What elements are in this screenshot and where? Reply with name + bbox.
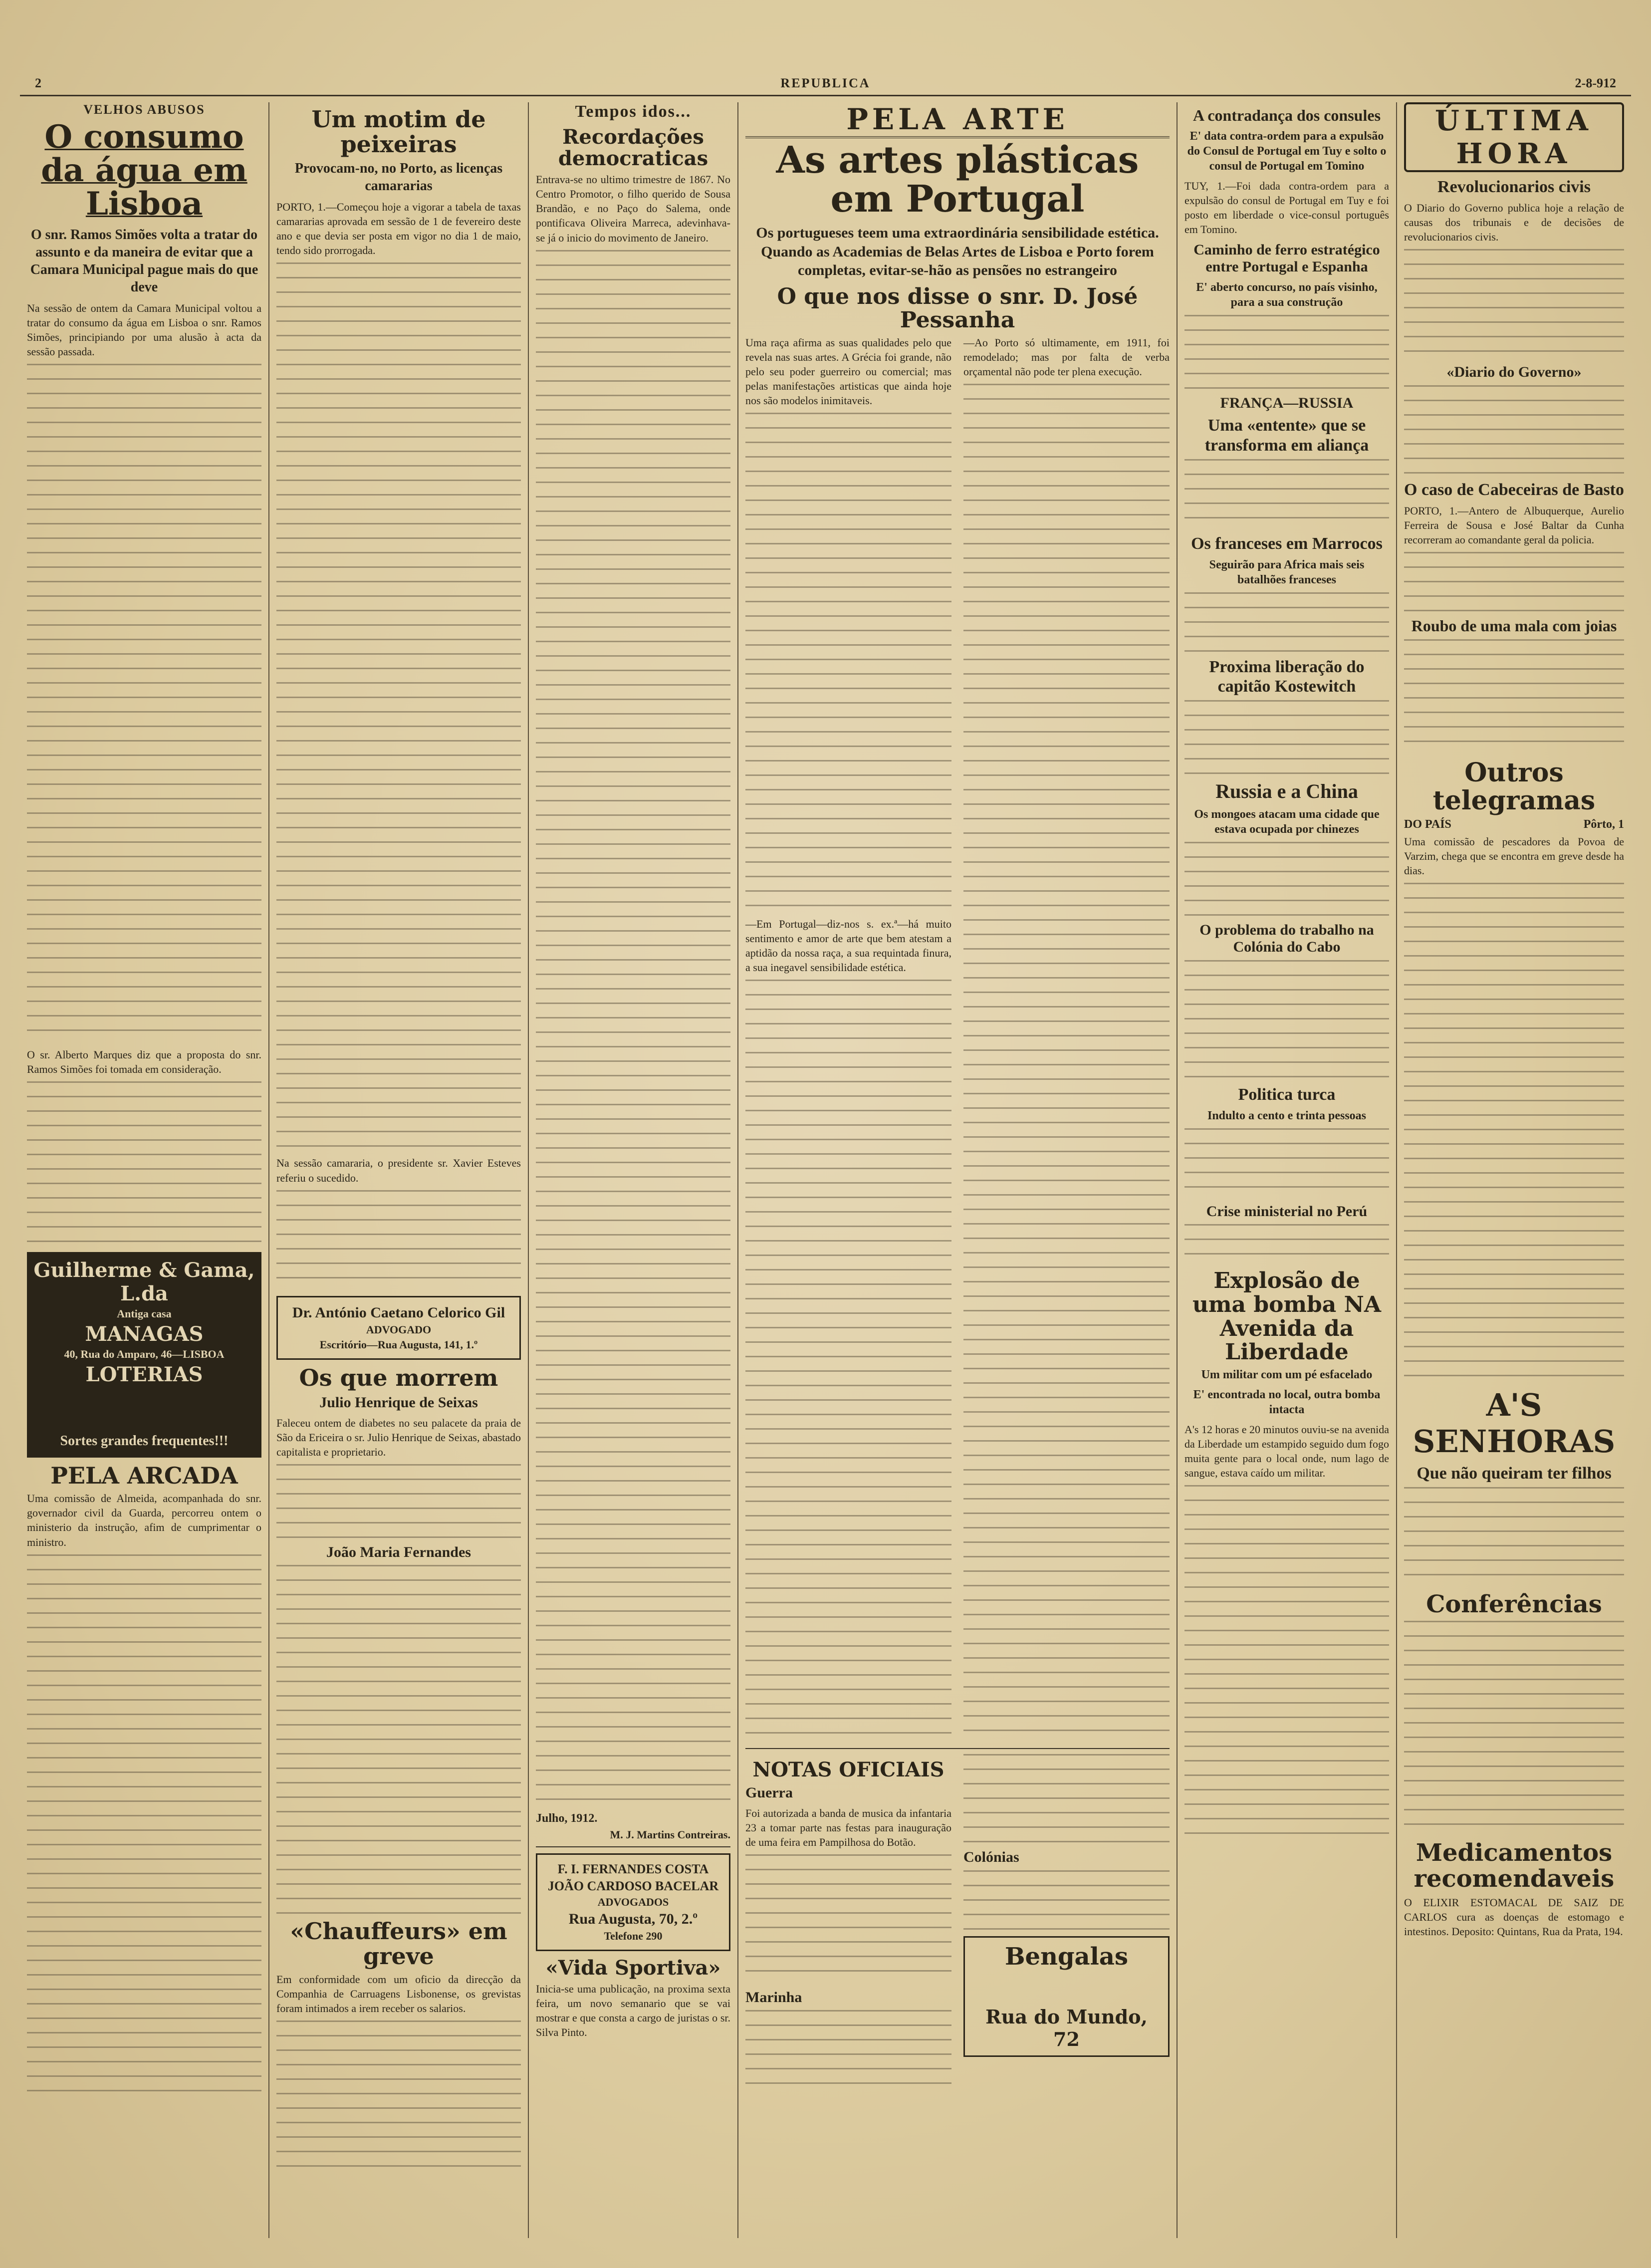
ad-lawyer-address: Escritório—Rua Augusta, 141, 1.º [319,1338,478,1351]
feature-column [738,102,1178,2238]
page-number: 2 [35,76,41,90]
ad-lawyer-role: ADVOGADO [366,1323,432,1336]
obituary-name: João Maria Fernandes [326,1543,471,1560]
article-text: —Ao Porto só ultimamente, em 1911, foi remodelado; mas por falta de verba orçamental não pode ter plena execução. [963,336,1170,378]
deck-caminho-ferro: E' aberto concurso, no país visinho, para a sua construção [1196,280,1378,309]
article-text: O ELIXIR ESTOMACAL DE SAIZ DE CARLOS cura as doenças de estomago e intestinos. Deposito: Quintans, Rua da Prata, 194. [1404,1896,1624,1938]
article-author: M. J. Martins Contreiras. [610,1828,730,1841]
article-text-continued [1184,1224,1389,1264]
deck-politica-turca: Indulto a cento e trinta pessoas [1207,1109,1366,1122]
headline-colonia-cabo: O problema do trabalho na Colónia do Cabo [1199,921,1374,956]
deck-as-senhoras: Que não queiram ter filhos [1416,1464,1612,1483]
article-text-continued [536,250,730,1807]
headline-outros-telegramas: Outros telegramas [1432,757,1596,816]
lawyer-advertisement [276,1296,521,1360]
bengalas-advertisement [963,1936,1170,2057]
article-text-continued [1184,1128,1389,1198]
article-text-continued [1184,315,1389,390]
kicker-tempos-idos: Tempos idos... [575,102,692,121]
section-obituaries: Os que morrem [299,1364,498,1391]
feature-left [745,335,951,1743]
article-text-continued [745,413,951,912]
deck-outra-bomba: E' encontrada no local, outra bomba intacta [1193,1388,1381,1416]
article-text-continued [745,2010,951,2085]
headline-vida-sportiva: «Vida Sportiva» [545,1956,721,1980]
feature-two-columns [745,335,1170,1743]
headline-diario-governo: «Diario do Governo» [1446,364,1582,381]
article-text: TUY, 1.—Foi dada contra-ordem para a expulsão do consul de Portugal em Tuy e foi posto em liberdade o vice-consul português em Tomino. [1184,179,1389,236]
article-text-continued [276,1464,521,1539]
article-text-continued [1184,1485,1389,1834]
article-text-continued [276,1565,521,1914]
headline-water: O consumo da água em Lisboa [41,118,247,223]
headline-medicamentos: Medicamentos recomendaveis [1414,1839,1615,1893]
column-5 [1178,102,1397,2238]
headline-entente: Uma «entente» que se transforma em aliança [1204,416,1369,455]
deck-peixeiras: Provocam-no, no Porto, as licenças camararias [294,161,503,194]
headline-revolucionarios: Revolucionarios civis [1437,178,1591,196]
telegram-header-row [1404,818,1624,831]
article-text-continued [1184,592,1389,652]
article-text-continued [1404,883,1624,1382]
subhead-pessanha: O que nos disse o snr. D. José Pessanha [777,283,1138,333]
article-text-continued [1404,1621,1624,1835]
section-banner-pela-arte: PELA ARTE [745,102,1170,138]
ad-lawyer-address: Rua Augusta, 70, 2.º [568,1910,698,1927]
column-3 [529,102,738,2238]
ad-lawyer-phone: Telefone 290 [604,1929,663,1942]
deck-marrocos: Seguirão para Africa mais seis batalhões franceses [1209,558,1365,586]
telegram-origin: DO PAÍS [1404,817,1451,831]
article-text-continued [1184,842,1389,917]
headline-recordacoes: Recordações democraticas [558,125,708,171]
newspaper-name: REPUBLICA [780,76,871,90]
ad-subtitle: Antiga casa [117,1307,172,1320]
article-text: Uma raça afirma as suas qualidades pelo que revela nas suas artes. A Grécia foi grande, não pelo seu poder guerreiro ou comercial; mas pelas manifestações artisticas que ainda hoje nos são modelos inimitaveis. [745,336,951,407]
kicker: VELHOS ABUSOS [83,102,205,117]
notes-subsection-colonias: Colónias [963,1849,1019,1866]
notes-subsection-guerra: Guerra [745,1784,793,1801]
article-text: O Diario do Governo publica hoje a relação de causas dos tribunais e de decisões de revolucionarios civis. [1404,202,1624,244]
headline-notas-oficiais: NOTAS OFICIAIS [752,1758,944,1782]
article-text: Foi autorizada a banda de musica da infantaria 23 a tomar parte nas festas para inauguração de uma feira em Pampilhosa do Botão. [745,1806,951,1848]
headline-politica-turca: Politica turca [1238,1085,1336,1104]
article-text: A's 12 horas e 20 minutos ouviu-se na avenida da Liberdade um estampido seguido dum fogo muita gente para o local onde, num lago de sangue, estava caído um militar. [1184,1423,1389,1479]
article-text-continued [1184,700,1389,775]
issue-date: 2-8-912 [1575,76,1616,90]
signoff-date: Julho, 1912. [536,1811,598,1825]
ad-slogan: Sortes grandes frequentes!!! [60,1433,229,1449]
ad-lawyer-role: ADVOGADOS [597,1895,669,1908]
column-6 [1397,102,1631,2238]
article-text-continued [745,980,951,1738]
headline-explosao-bomba: Explosão de uma bomba NA Avenida da Liberdade [1192,1268,1381,1365]
article-text-continued [1404,249,1624,359]
article-text-continued [27,364,261,1042]
headline-roubo-mala: Roubo de uma mala com joias [1411,616,1617,635]
article-text-continued [963,384,1170,1731]
headline-artes-plasticas: As artes plásticas em Portugal [776,139,1139,221]
ad-product: LOTERIAS [85,1362,203,1386]
headline-peixeiras: Um motim de peixeiras [311,106,486,158]
article-text-continued [1404,639,1624,754]
ad-address: 40, Rua do Amparo, 46—LISBOA [64,1347,225,1360]
headline-cabeceiras: O caso de Cabeceiras de Basto [1404,480,1625,499]
section-pela-arcada: PELA ARCADA [50,1462,238,1489]
ad-bengalas-address: Rua do Mundo, 72 [985,2005,1148,2050]
article-text: —Em Portugal—diz-nos s. ex.ª—há muito sentimento e amor de arte que bem atestam a aptidão da nossa raça, a sua requintada finura, a sua inegavel sensibilidade estética. [745,918,951,974]
ad-company: Guilherme & Gama, L.da [33,1258,255,1305]
deck-water: O snr. Ramos Simões volta a tratar do assunto e da maneira de evitar que a Camara Municipal pague mais do que deve [30,227,258,295]
article-text: PORTO, 1.—Antero de Albuquerque, Aurelio Ferreira de Sousa e José Baltar da Cunha recorreram ao comandante geral da policia. [1404,504,1624,546]
notes-left [745,1754,951,2090]
article-text: Entrava-se no ultimo trimestre de 1867. No Centro Promotor, o filho querido de Sousa Brandão, e no Paço do Salema, onde pontificava Oliveira Marreca, adevinhava-se já o inicio do movimento de Janeiro. [536,173,730,244]
ad-house-name: MANAGAS [85,1322,204,1346]
article-text: Faleceu ontem de diabetes no seu palacete da praia de São da Ericeira o sr. Julio Henrique de Seixas, abastado capitalista e proprietario. [276,1416,521,1458]
headline-caminho-ferro: Caminho de ferro estratégico entre Portugal e Espanha [1193,241,1380,275]
article-text-continued [1404,1487,1624,1587]
article-text: Em conformidade com um oficio da direcção da Companhia de Carruagens Lisbonense, os grevistas foram intimados a irem receber os salarios. [276,1973,521,2015]
ad-lawyer-name-2: JOÃO CARDOSO BACELAR [547,1878,719,1893]
article-text: PORTO, 1.—Começou hoje a vigorar a tabela de taxas camararias aprovada em sessão de 1 de fevereiro deste ano e que devia ser posta em vigor no dia 1 de maio, tendo sido prorrogada. [276,201,521,257]
telegram-city: Pôrto, 1 [1583,817,1624,831]
divider [745,1748,1170,1749]
article-text-continued [276,2020,521,2170]
headline-franca-russia: FRANÇA—RUSSIA [1220,394,1354,411]
deck-russia-china: Os mongoes atacam uma cidade que estava ocupada por chinezes [1194,807,1380,836]
feature-right [963,335,1170,1743]
masthead [20,75,1631,96]
column-1 [20,102,269,2238]
headline-chauffeurs: «Chauffeurs» em greve [290,1918,507,1970]
article-text-continued [1184,960,1389,1080]
article-text: Uma comissão de pescadores da Povoa de Varzim, chega que se encontra em greve desde ha dias. [1404,835,1624,877]
article-text: Inicia-se uma publicação, na proxima sexta feira, um novo semanario que se vai mostrar e que consta a cargo de juristas o sr. Silva Pinto. [536,1982,730,2038]
article-text: O sr. Alberto Marques diz que a proposta do snr. Ramos Simões foi tomada em consideração. [27,1048,261,1075]
deck-consules: E' data contra-ordem para a expulsão do Consul de Portugal em Tuy e solto o consul de Portugal em Tomino [1187,129,1387,173]
ad-bengalas-title: Bengalas [1004,1942,1129,1971]
article-text-continued [1184,459,1389,529]
obituary-name: Julio Henrique de Seixas [319,1394,478,1411]
deck-artes: Os portugueses teem uma extraordinária sensibilidade estética. Quando as Academias de Belas Artes de Lisboa e Porto forem completas, evitar-se-hão as pensões no estrangeiro [756,225,1159,279]
notes-right [963,1754,1170,2090]
article-text: Na sessão de ontem da Camara Municipal voltou a tratar do consumo da água em Lisboa o snr. Ramos Simões, principiando por uma alusão à acta da sessão passada. [27,301,261,358]
headline-crise-peru: Crise ministerial no Perú [1206,1203,1368,1220]
lawyers-advertisement [536,1853,730,1951]
column-2 [269,102,529,2238]
section-banner-ultima-hora: ÚLTIMA HORA [1404,102,1624,172]
headline-kostewitch: Proxima liberação do capitão Kostewitch [1209,657,1365,696]
deck-militar: Um militar com um pé esfacelado [1201,1368,1373,1381]
lottery-advertisement [27,1252,261,1458]
notes-two-columns [745,1754,1170,2090]
divider [536,1846,730,1847]
article-text-continued [27,1554,261,2103]
article-text-continued [276,262,521,1151]
article-text: Uma comissão de Almeida, acompanhada do snr. governador civil da Guarda, percorreu ontem o ministerio da instrução, afim de cumprimentar o ministro. [27,1492,261,1548]
headline-conferencias: Conferências [1426,1590,1602,1619]
article-text-continued [1404,385,1624,475]
article-text-continued [27,1081,261,1246]
headline-consules: A contradança dos consules [1192,106,1381,124]
article-text-continued [276,1190,521,1290]
article-text: Na sessão camararia, o presidente sr. Xavier Esteves referiu o sucedido. [276,1157,521,1184]
headline-marrocos: Os franceses em Marrocos [1191,534,1383,553]
article-text-continued [745,1854,951,1984]
article-text-continued [963,1754,1170,1844]
article-signoff [536,1812,730,1825]
headline-russia-china: Russia e a China [1215,779,1358,802]
notes-subsection-marinha: Marinha [745,1989,802,2006]
article-text-continued [963,1870,1170,1930]
headline-as-senhoras: A'S SENHORAS [1413,1387,1616,1460]
article-text-continued [1404,552,1624,612]
ad-lawyer-name: F. I. FERNANDES COSTA [557,1861,709,1876]
ad-lawyer-name: Dr. António Caetano Celorico Gil [292,1304,505,1321]
